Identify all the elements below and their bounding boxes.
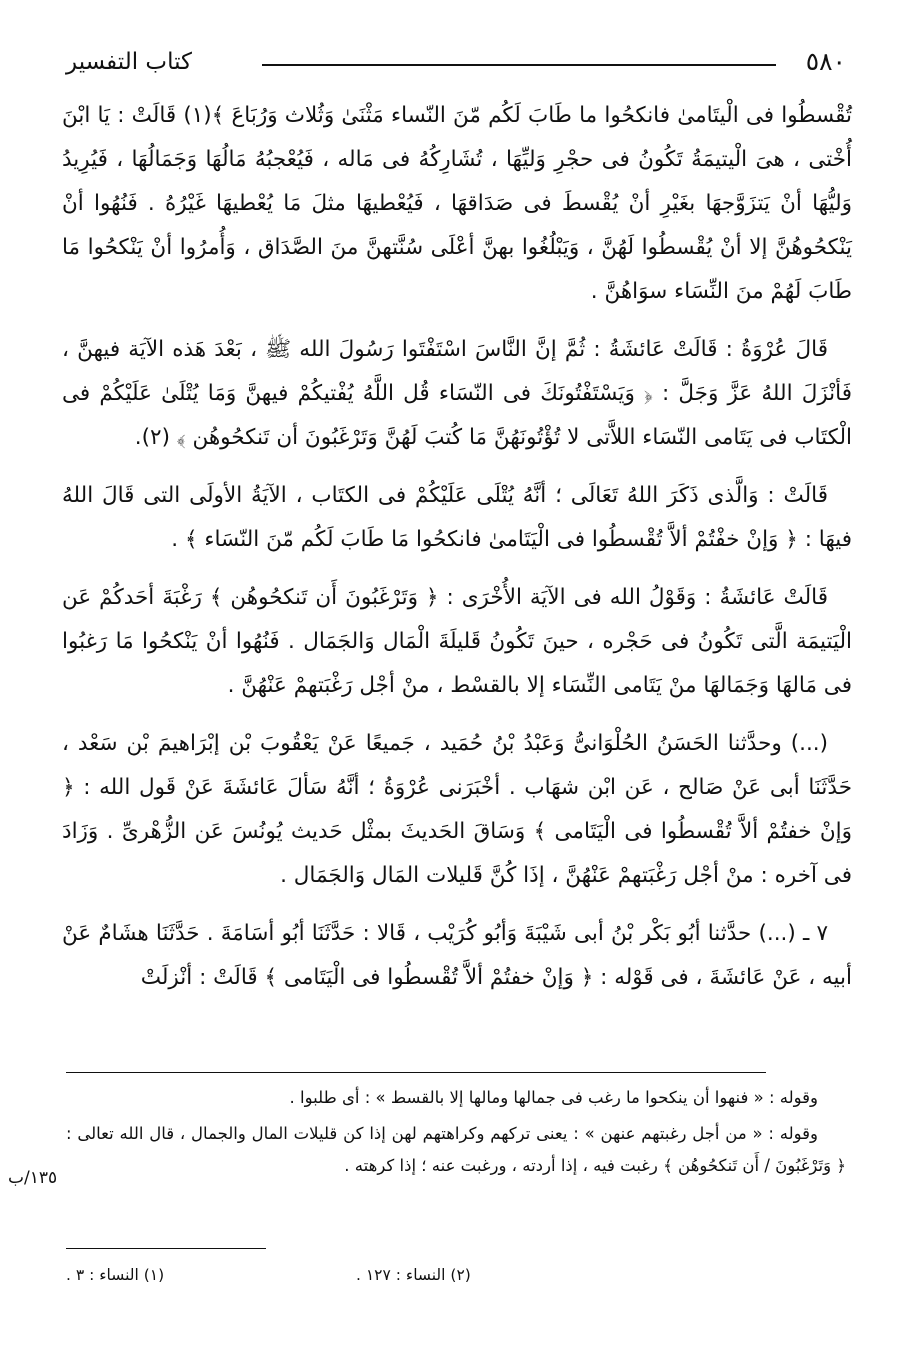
paragraph-3: قَالَتْ : وَالَّذى ذَكَرَ اللهُ تَعَالَى ؛ أنَّهُ يُتْلَى عَلَيْكُمْ فى الكتَاب ، الآيَةُ الأولَى التى قَالَ اللهُ فيهَا : ﴿ وَإنْ خفْتُمْ ألاَّ تُقْسطُوا فى الْيَتَامىٰ فانكحُوا مَا طَابَ لَكُم مّنَ النّسَاء ﴾ .	[62, 483, 852, 552]
manuscript-folio-note: ١٣٥/ب	[8, 1168, 58, 1188]
commentary-section	[66, 1082, 846, 1186]
footnote-2: (٢) النساء : ١٢٧ .	[356, 1266, 471, 1284]
paragraph-4: قَالَتْ عَائشَةُ : وَقَوْلُ الله فى الآيَة الأُخْرَى : ﴿ وَتَرْغَبُونَ أَن تَنكحُوهُن ﴾ رَغْبَةَ أحَدكُمْ عَن الْيَتيمَة الَّتى تَكُونُ فى حَجْره ، حينَ تَكُونُ قَليلَةَ الْمَال وَالجَمَال . فَنُهُوا أنْ يَنْكحُوا مَا رَغبُوا فى مَالهَا وَجَمَالهَا منْ يَتَامى النِّسَاء إلا بالقسْط ، منْ أجْل رَغْبَتهمْ عَنْهُنَّ .	[62, 585, 852, 698]
commentary-divider	[66, 1072, 766, 1073]
paragraph-1: تُقْسطُوا فى الْيتَامىٰ فانكحُوا ما طَابَ لَكُم مّنَ النّساء مَثْنَىٰ وَثُلاث وَرُبَاعَ ﴾(١) قَالَتْ : يَا ابْنَ أُخْتى ، هىَ الْيتيمَةُ تَكُونُ فى حجْرِ وَليِّهَا ، تُشَارِكُهُ فى مَاله ، فَيُعْجبُهُ مَالُهَا وَجَمَالُهَا ، فَيُرِيدُ وَليُّهَا أنْ يَتزَوَّجهَا بغَيْرِ أنْ يُقْسطَ فى صَدَاقهَا ، فَيُعْطيهَا مثلَ مَا يُعْطيهَا غَيْرُهُ . فَنُهُوا أنْ يَنْكحُوهُنَّ إلا أنْ يُقْسطُوا لَهُنَّ ، وَيَبْلُغُوا بهنَّ أعْلَى سُنَّتهنَّ منَ الصَّدَاق ، وَأُمرُوا أنْ يَنْكحُوا مَا طَابَ لَهُمْ منَ النِّسَاء سوَاهُنَّ .	[62, 103, 852, 304]
footnote-1: (١) النساء : ٣ .	[66, 1266, 165, 1284]
book-title: كتاب التفسير	[66, 49, 192, 75]
paragraph-6: ٧ ـ (...) حدَّثنا أبُو بَكْر بْنُ أبى شَيْبَةَ وَأبُو كُرَيْب ، قَالا : حَدَّثَنَا أبُو أسَامَةَ . حَدَّثَنَا هشَامٌ عَنْ أبيه ، عَنْ عَائشَةَ ، فى قَوْله : ﴿ وَإنْ خفتُمْ ألاَّ تُقْسطُوا فى الْيَتَامى ﴾ قَالَتْ : أنْزلَتْ	[62, 921, 852, 990]
paragraph-2: قَالَ عُرْوَةُ : قَالَتْ عَائشَةُ : ثُمَّ إنَّ النَّاسَ اسْتَفْتَوا رَسُولَ الله ﷺ ، بَعْدَ هَذه الآيَة فيهنَّ ، فَأنْزَلَ اللهُ عَزَّ وَجَلَّ : ﴿ وَيَسْتَفْتُونَكَ فى النّسَاء قُل اللَّهُ يُفْتيكُمْ فيهنَّ وَمَا يُتْلَىٰ عَلَيْكُمْ فى الْكتَاب فى يَتَامى النّسَاء اللاَّتى لا تُؤْتُونَهُنَّ مَا كُتبَ لَهُنَّ وَتَرْغَبُونَ أن تَنكحُوهُن ﴾ (٢).	[62, 337, 852, 450]
footnote-divider	[66, 1248, 266, 1249]
main-text	[62, 94, 852, 1014]
commentary-1: وقوله : « فنهوا أن ينكحوا ما رغب فى جمالها ومالها إلا بالقسط » : أى طلبوا .	[289, 1088, 818, 1107]
paragraph-5: (...) وحدَّثنا الحَسَنُ الحُلْوَانىُّ وَعَبْدُ بْنُ حُمَيد ، جَميعًا عَنْ يَعْقُوبَ بْن إبْرَاهيمَ بْن سَعْد ، حَدَّثَنَا أبى عَنْ صَالح ، عَن ابْن شهَاب . أخْبَرَنى عُرْوَةُ ؛ أنَّهُ سَألَ عَائشَةَ عَنْ قَول الله : ﴿ وَإنْ خفتُمْ ألاَّ تُقْسطُوا فى الْيَتَامى ﴾ وَسَاقَ الحَديثَ بمثْل حَديث يُونُسَ عَن الزُّهْرىِّ . وَزَادَ فى آخره : منْ أجْل رَغْبَتهمْ عَنْهُنَّ ، إذَا كُنَّ قَليلات المَال وَالجَمَال .	[62, 731, 852, 888]
page-header	[66, 46, 846, 82]
header-rule	[262, 64, 776, 66]
page-number: ٥٨٠	[805, 47, 846, 76]
commentary-2: وقوله : « من أجل رغبتهم عنهن » : يعنى تركهم وكراهتهم لهن إذا كن قليلات المال والجمال ، قال الله تعالى : ﴿ وَتَرْغَبُونَ / أَن تَنكحُوهُن ﴾ رغبت فيه ، إذا أردته ، ورغبت عنه ؛ إذا كرهته .	[66, 1124, 846, 1175]
